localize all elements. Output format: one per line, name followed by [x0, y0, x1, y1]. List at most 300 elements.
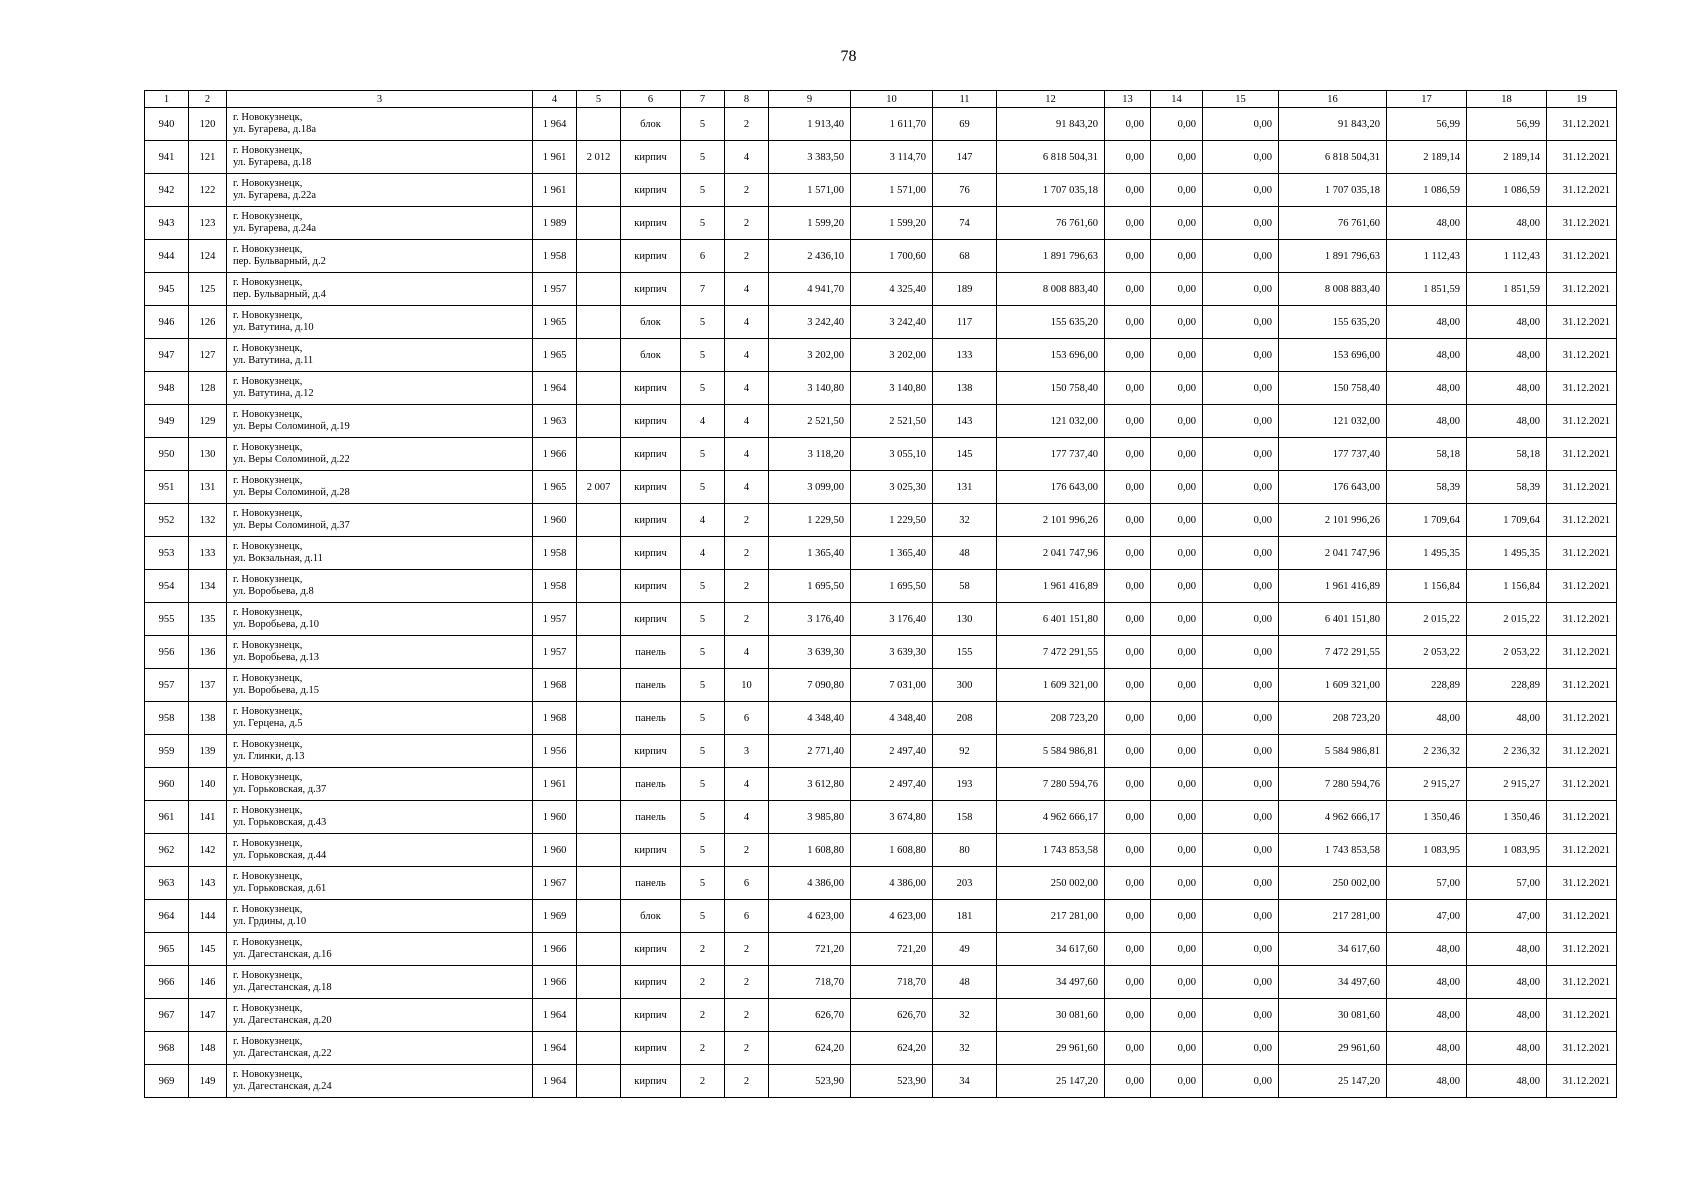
table-row [145, 537, 1617, 570]
table-cell: 1 960 [533, 834, 577, 867]
table-cell: 31.12.2021 [1547, 504, 1617, 537]
table-cell: 4 348,40 [769, 702, 851, 735]
table-cell: 718,70 [851, 966, 933, 999]
table-cell: 140 [189, 768, 227, 801]
table-cell: 31.12.2021 [1547, 339, 1617, 372]
table-cell: 31.12.2021 [1547, 933, 1617, 966]
table-cell: 153 696,00 [1279, 339, 1387, 372]
address-cell [227, 735, 533, 768]
table-cell: 0,00 [1105, 273, 1151, 306]
address-city: г. Новокузнецк, [233, 772, 303, 783]
table-cell: 2 [725, 537, 769, 570]
table-cell: 0,00 [1105, 801, 1151, 834]
table-cell: 0,00 [1105, 999, 1151, 1032]
table-cell: 80 [933, 834, 997, 867]
table-cell: 0,00 [1151, 174, 1203, 207]
table-cell: 0,00 [1203, 702, 1279, 735]
table-cell: 48,00 [1387, 702, 1467, 735]
table-cell: 961 [145, 801, 189, 834]
table-cell [577, 174, 621, 207]
table-cell: 5 584 986,81 [997, 735, 1105, 768]
table-cell: 58,39 [1467, 471, 1547, 504]
table-cell: 968 [145, 1032, 189, 1065]
table-cell: 0,00 [1151, 966, 1203, 999]
table-cell: 48 [933, 537, 997, 570]
address-city: г. Новокузнецк, [233, 904, 303, 915]
table-cell: 1 958 [533, 537, 577, 570]
table-cell: панель [621, 768, 681, 801]
address-cell [227, 768, 533, 801]
table-cell: 34 497,60 [997, 966, 1105, 999]
table-cell: кирпич [621, 537, 681, 570]
table-cell: блок [621, 900, 681, 933]
table-cell: 0,00 [1203, 636, 1279, 669]
table-cell: 6 [725, 900, 769, 933]
address-cell [227, 537, 533, 570]
table-cell: 120 [189, 108, 227, 141]
address-street: ул. Ватутина, д.10 [233, 322, 314, 333]
table-cell: 7 472 291,55 [1279, 636, 1387, 669]
address-cell [227, 834, 533, 867]
table-cell: кирпич [621, 1065, 681, 1098]
table-cell: 137 [189, 669, 227, 702]
table-cell: 949 [145, 405, 189, 438]
table-cell: 29 961,60 [997, 1032, 1105, 1065]
table-cell: кирпич [621, 207, 681, 240]
table-cell: 49 [933, 933, 997, 966]
table-cell: 962 [145, 834, 189, 867]
table-cell: 0,00 [1203, 108, 1279, 141]
table-cell: 1 365,40 [769, 537, 851, 570]
table-cell: 3 639,30 [769, 636, 851, 669]
table-cell: 76 761,60 [997, 207, 1105, 240]
table-cell: блок [621, 108, 681, 141]
table-cell: 1 960 [533, 504, 577, 537]
table-cell: 2 915,27 [1387, 768, 1467, 801]
table-cell: 0,00 [1203, 966, 1279, 999]
table-cell: 48,00 [1387, 207, 1467, 240]
address-city: г. Новокузнецк, [233, 244, 303, 255]
table-cell: 626,70 [851, 999, 933, 1032]
table-row [145, 867, 1617, 900]
table-cell: 1 229,50 [769, 504, 851, 537]
table-cell: 5 [681, 834, 725, 867]
column-header: 11 [933, 91, 997, 108]
address-city: г. Новокузнецк, [233, 838, 303, 849]
table-cell: кирпич [621, 141, 681, 174]
table-cell: 0,00 [1151, 504, 1203, 537]
table-row [145, 603, 1617, 636]
address-street: ул. Дагестанская, д.16 [233, 949, 332, 960]
table-cell: 2 101 996,26 [1279, 504, 1387, 537]
table-cell: 2 [725, 570, 769, 603]
address-cell [227, 801, 533, 834]
table-cell: 1 700,60 [851, 240, 933, 273]
table-cell: 217 281,00 [1279, 900, 1387, 933]
table-cell: 2 053,22 [1467, 636, 1547, 669]
table-cell [577, 801, 621, 834]
table-cell: 0,00 [1151, 405, 1203, 438]
column-header: 17 [1387, 91, 1467, 108]
address-city: г. Новокузнецк, [233, 970, 303, 981]
table-cell [577, 306, 621, 339]
address-cell [227, 207, 533, 240]
table-cell: 1 156,84 [1467, 570, 1547, 603]
address-street: ул. Горьковская, д.44 [233, 850, 327, 861]
column-header: 15 [1203, 91, 1279, 108]
column-header: 16 [1279, 91, 1387, 108]
table-cell: 31.12.2021 [1547, 999, 1617, 1032]
table-cell: 940 [145, 108, 189, 141]
table-row [145, 999, 1617, 1032]
table-cell: 1 608,80 [769, 834, 851, 867]
table-cell: 1 083,95 [1387, 834, 1467, 867]
address-street: ул. Воробьева, д.15 [233, 685, 320, 696]
table-cell: 31.12.2021 [1547, 174, 1617, 207]
address-cell [227, 900, 533, 933]
table-cell: 0,00 [1151, 240, 1203, 273]
table-cell: 0,00 [1105, 471, 1151, 504]
table-row [145, 801, 1617, 834]
table-cell: 4 [725, 471, 769, 504]
table-cell: 1 495,35 [1387, 537, 1467, 570]
table-cell: 0,00 [1151, 1032, 1203, 1065]
column-header: 10 [851, 91, 933, 108]
table-cell: 624,20 [851, 1032, 933, 1065]
table-cell [577, 1032, 621, 1065]
table-cell: 0,00 [1105, 603, 1151, 636]
table-cell: 721,20 [769, 933, 851, 966]
table-cell: 31.12.2021 [1547, 966, 1617, 999]
address-street: ул. Горьковская, д.61 [233, 883, 327, 894]
table-cell: 0,00 [1203, 273, 1279, 306]
table-cell: 0,00 [1105, 339, 1151, 372]
table-cell: 126 [189, 306, 227, 339]
address-city: г. Новокузнецк, [233, 442, 303, 453]
table-cell: 143 [933, 405, 997, 438]
table-cell: 2 [725, 207, 769, 240]
address-city: г. Новокузнецк, [233, 178, 303, 189]
address-street: ул. Бугарева, д.18 [233, 157, 312, 168]
table-cell: 2 236,32 [1387, 735, 1467, 768]
table-cell: кирпич [621, 966, 681, 999]
table-cell: 5 [681, 702, 725, 735]
address-city: г. Новокузнецк, [233, 112, 303, 123]
table-cell: 4 [725, 636, 769, 669]
table-cell: 523,90 [851, 1065, 933, 1098]
table-cell: 0,00 [1203, 240, 1279, 273]
table-cell: 1 964 [533, 372, 577, 405]
address-street: ул. Бугарева, д.24а [233, 223, 317, 234]
address-cell [227, 141, 533, 174]
table-cell: 3 099,00 [769, 471, 851, 504]
table-cell: 48,00 [1387, 339, 1467, 372]
column-header: 8 [725, 91, 769, 108]
table-row [145, 141, 1617, 174]
table-cell [577, 702, 621, 735]
table-cell: 0,00 [1151, 273, 1203, 306]
table-cell: 2 [725, 504, 769, 537]
table-cell: 0,00 [1203, 900, 1279, 933]
address-street: ул. Горьковская, д.37 [233, 784, 327, 795]
table-cell: 177 737,40 [1279, 438, 1387, 471]
table-cell: 0,00 [1105, 372, 1151, 405]
table-cell: 48,00 [1467, 339, 1547, 372]
table-cell: 0,00 [1105, 240, 1151, 273]
table-row [145, 504, 1617, 537]
table-cell: 3 118,20 [769, 438, 851, 471]
table-cell: 48,00 [1387, 999, 1467, 1032]
table-cell: 0,00 [1203, 768, 1279, 801]
table-row [145, 207, 1617, 240]
table-cell: 0,00 [1151, 207, 1203, 240]
table-cell: 1 571,00 [769, 174, 851, 207]
table-cell: 189 [933, 273, 997, 306]
address-street: ул. Веры Соломиной, д.22 [233, 454, 350, 465]
table-cell: 1 695,50 [769, 570, 851, 603]
table-cell: 947 [145, 339, 189, 372]
table-cell: 2 [681, 966, 725, 999]
table-cell: 0,00 [1105, 1032, 1151, 1065]
address-cell [227, 108, 533, 141]
table-cell: 0,00 [1105, 735, 1151, 768]
table-cell: 68 [933, 240, 997, 273]
table-cell: 5 [681, 372, 725, 405]
table-cell: 7 090,80 [769, 669, 851, 702]
table-cell: 48,00 [1387, 306, 1467, 339]
table-cell: 31.12.2021 [1547, 735, 1617, 768]
table-cell: 3 [725, 735, 769, 768]
table-cell: 960 [145, 768, 189, 801]
table-cell: 145 [933, 438, 997, 471]
table-cell: 1 963 [533, 405, 577, 438]
table-row [145, 966, 1617, 999]
address-cell [227, 273, 533, 306]
table-cell: 1 957 [533, 636, 577, 669]
table-cell: 1 229,50 [851, 504, 933, 537]
table-cell: 129 [189, 405, 227, 438]
column-header: 19 [1547, 91, 1617, 108]
table-row [145, 1032, 1617, 1065]
table-cell [577, 207, 621, 240]
table-cell: 30 081,60 [997, 999, 1105, 1032]
address-city: г. Новокузнецк, [233, 1003, 303, 1014]
table-cell: 1 891 796,63 [997, 240, 1105, 273]
table-cell: 1 609 321,00 [997, 669, 1105, 702]
table-cell [577, 867, 621, 900]
table-row [145, 636, 1617, 669]
table-cell: 0,00 [1151, 900, 1203, 933]
table-cell: 31.12.2021 [1547, 141, 1617, 174]
address-street: ул. Дагестанская, д.20 [233, 1015, 332, 1026]
table-cell: 0,00 [1151, 306, 1203, 339]
table-cell: 133 [189, 537, 227, 570]
table-cell: 1 599,20 [851, 207, 933, 240]
table-cell: 6 401 151,80 [1279, 603, 1387, 636]
table-cell [577, 1065, 621, 1098]
table-cell: 0,00 [1151, 702, 1203, 735]
table-cell: 130 [933, 603, 997, 636]
table-cell: 2 015,22 [1387, 603, 1467, 636]
table-cell: 147 [189, 999, 227, 1032]
column-header: 4 [533, 91, 577, 108]
address-city: г. Новокузнецк, [233, 376, 303, 387]
table-cell: 4 [681, 405, 725, 438]
table-cell: 2 [725, 108, 769, 141]
table-cell: 0,00 [1105, 405, 1151, 438]
table-cell: 0,00 [1151, 834, 1203, 867]
table-cell: 969 [145, 1065, 189, 1098]
table-cell: 31.12.2021 [1547, 471, 1617, 504]
table-cell: 964 [145, 900, 189, 933]
table-cell: 31.12.2021 [1547, 537, 1617, 570]
address-cell [227, 933, 533, 966]
table-cell: 48,00 [1387, 966, 1467, 999]
table-cell: 1 989 [533, 207, 577, 240]
table-cell: 149 [189, 1065, 227, 1098]
table-cell: 2 189,14 [1467, 141, 1547, 174]
table-cell: 2 236,32 [1467, 735, 1547, 768]
table-cell: 5 [681, 438, 725, 471]
table-cell: 0,00 [1105, 900, 1151, 933]
table-cell: 48,00 [1387, 933, 1467, 966]
table-cell: 131 [189, 471, 227, 504]
address-city: г. Новокузнецк, [233, 343, 303, 354]
table-cell: 4 [725, 273, 769, 306]
table-cell: 952 [145, 504, 189, 537]
table-cell: 121 [189, 141, 227, 174]
table-row [145, 108, 1617, 141]
address-cell [227, 240, 533, 273]
table-cell [577, 108, 621, 141]
table-cell: 2 [681, 999, 725, 1032]
table-cell: 300 [933, 669, 997, 702]
table-row [145, 900, 1617, 933]
table-cell: 1 965 [533, 306, 577, 339]
table-cell: 0,00 [1151, 372, 1203, 405]
table-cell: 2 [725, 834, 769, 867]
table-cell: 57,00 [1467, 867, 1547, 900]
table-cell: 1 961 416,89 [1279, 570, 1387, 603]
table-row [145, 471, 1617, 504]
table-cell [577, 504, 621, 537]
table-row [145, 570, 1617, 603]
address-city: г. Новокузнецк, [233, 475, 303, 486]
table-cell: 34 497,60 [1279, 966, 1387, 999]
table-cell: 0,00 [1203, 1032, 1279, 1065]
table-cell: 0,00 [1151, 867, 1203, 900]
table-cell: 57,00 [1387, 867, 1467, 900]
table-cell: кирпич [621, 240, 681, 273]
table-cell [577, 669, 621, 702]
table-body [145, 108, 1617, 1098]
table-cell: 6 818 504,31 [997, 141, 1105, 174]
table-cell: 125 [189, 273, 227, 306]
table-cell: 3 242,40 [769, 306, 851, 339]
table-cell: 3 674,80 [851, 801, 933, 834]
table-cell: 4 941,70 [769, 273, 851, 306]
table-cell: 3 639,30 [851, 636, 933, 669]
table-cell: 1 112,43 [1387, 240, 1467, 273]
table-cell: 31.12.2021 [1547, 801, 1617, 834]
address-cell [227, 1065, 533, 1098]
table-cell: 177 737,40 [997, 438, 1105, 471]
address-street: ул. Герцена, д.5 [233, 718, 303, 729]
table-cell: 0,00 [1105, 207, 1151, 240]
table-cell: 5 [681, 141, 725, 174]
address-city: г. Новокузнецк, [233, 211, 303, 222]
table-cell: 31.12.2021 [1547, 603, 1617, 636]
table-cell: 32 [933, 999, 997, 1032]
address-cell [227, 405, 533, 438]
address-city: г. Новокузнецк, [233, 871, 303, 882]
table-cell: 48,00 [1467, 933, 1547, 966]
table-cell: 0,00 [1151, 108, 1203, 141]
address-city: г. Новокузнецк, [233, 277, 303, 288]
table-cell: 3 055,10 [851, 438, 933, 471]
table-cell: 2 [725, 999, 769, 1032]
table-cell: 122 [189, 174, 227, 207]
table-cell: 3 176,40 [769, 603, 851, 636]
table-cell: 6 401 151,80 [997, 603, 1105, 636]
table-cell: 48,00 [1467, 966, 1547, 999]
table-cell: 0,00 [1151, 570, 1203, 603]
table-cell: 1 156,84 [1387, 570, 1467, 603]
address-city: г. Новокузнецк, [233, 739, 303, 750]
address-cell [227, 603, 533, 636]
table-cell: 0,00 [1151, 339, 1203, 372]
table-cell: 34 617,60 [1279, 933, 1387, 966]
table-cell: 0,00 [1105, 174, 1151, 207]
table-cell: 4 [725, 405, 769, 438]
table-cell: блок [621, 306, 681, 339]
table-cell: 0,00 [1151, 438, 1203, 471]
table-cell: 69 [933, 108, 997, 141]
table-cell: панель [621, 636, 681, 669]
table-cell: 1 709,64 [1387, 504, 1467, 537]
address-street: ул. Дагестанская, д.18 [233, 982, 332, 993]
table-cell: 2 012 [577, 141, 621, 174]
table-cell: 48 [933, 966, 997, 999]
table-cell: кирпич [621, 273, 681, 306]
table-cell: 25 147,20 [997, 1065, 1105, 1098]
table-cell: 0,00 [1105, 504, 1151, 537]
table-cell: 963 [145, 867, 189, 900]
column-header: 9 [769, 91, 851, 108]
table-cell: 0,00 [1151, 636, 1203, 669]
table-cell: 966 [145, 966, 189, 999]
table-cell: 131 [933, 471, 997, 504]
table-cell: 3 140,80 [769, 372, 851, 405]
column-header: 7 [681, 91, 725, 108]
table-cell: 0,00 [1151, 768, 1203, 801]
address-street: ул. Бугарева, д.22а [233, 190, 317, 201]
table-cell: 0,00 [1151, 801, 1203, 834]
table-cell [577, 636, 621, 669]
address-cell [227, 669, 533, 702]
table-cell: 1 966 [533, 966, 577, 999]
table-cell: 1 086,59 [1387, 174, 1467, 207]
table-cell: 1 083,95 [1467, 834, 1547, 867]
table-cell: 74 [933, 207, 997, 240]
column-header: 3 [227, 91, 533, 108]
table-cell [577, 735, 621, 768]
address-street: ул. Бугарева, д.18а [233, 124, 317, 135]
table-cell: 3 202,00 [851, 339, 933, 372]
table-cell: 2 [725, 933, 769, 966]
table-cell: 5 [681, 867, 725, 900]
table-cell: 1 913,40 [769, 108, 851, 141]
